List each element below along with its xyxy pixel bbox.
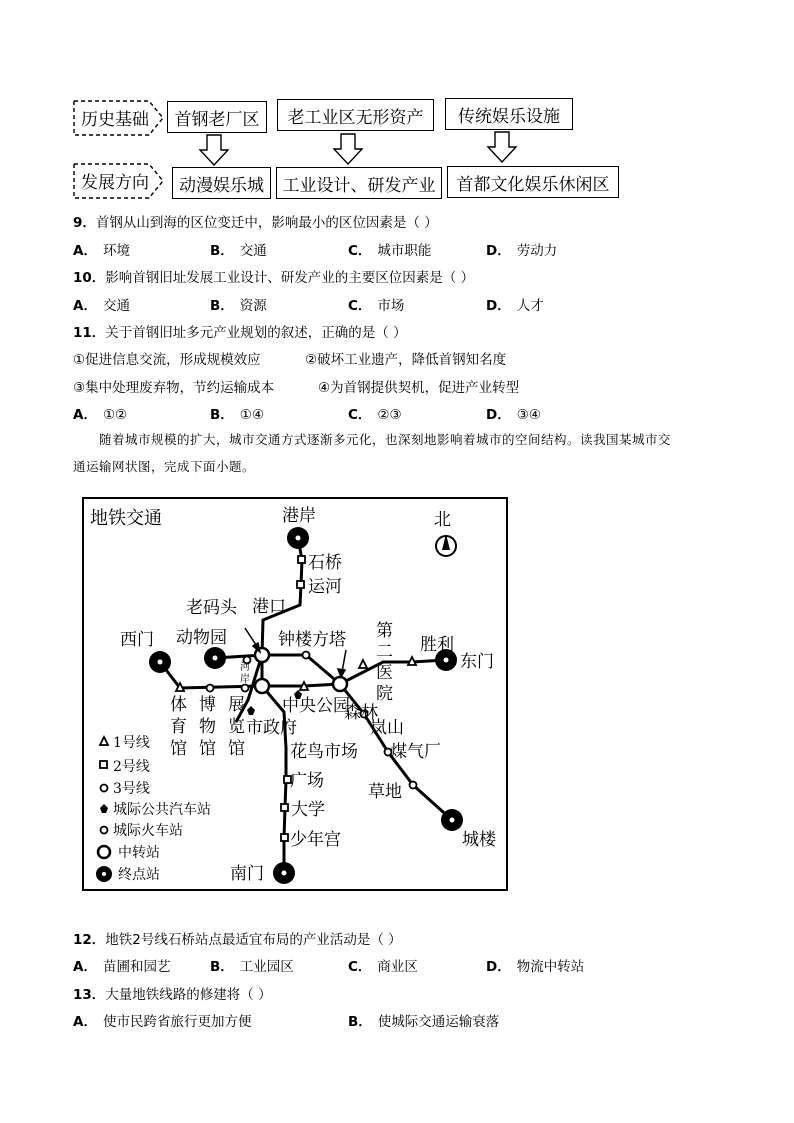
option-10a: A． 交通 — [73, 298, 130, 314]
svg-text:城楼: 城楼 — [462, 830, 496, 850]
statement-1: ①促进信息交流，形成规模效应 — [73, 352, 261, 368]
intro-line-1: 随着城市规模的扩大，城市交通方式逐渐多元化，也深刻地影响着城市的空间结构。读我国某城市交 — [99, 432, 672, 447]
statement-4: ④为首钢提供契机，促进产业转型 — [318, 380, 520, 396]
option-11a: A． ①② — [73, 407, 128, 423]
subway-map — [82, 497, 510, 891]
station-label-tiyuguan: 体育馆 — [170, 695, 187, 759]
down-arrow-icon — [332, 133, 364, 165]
bottom-box-3: 首都文化娱乐休闲区 — [447, 166, 619, 198]
svg-text:城际火车站: 城际火车站 — [113, 823, 183, 839]
svg-text:森林: 森林 — [344, 703, 378, 723]
row-label-history: 历史基础 — [81, 110, 149, 130]
svg-text:少年宫: 少年宫 — [290, 830, 341, 850]
option-12c: C． 商业区 — [348, 959, 418, 975]
north-label: 北 — [434, 510, 451, 530]
intro-line-2: 通运输网状图，完成下面小题。 — [73, 459, 256, 474]
svg-text:中央公园: 中央公园 — [282, 696, 350, 716]
down-arrow-icon — [486, 131, 518, 163]
svg-text:港岸: 港岸 — [282, 506, 316, 526]
svg-text:大学: 大学 — [291, 800, 325, 820]
svg-text:动物园: 动物园 — [176, 628, 227, 648]
option-9a: A． 环境 — [73, 243, 130, 259]
station-label-di2yiyuan: 第二医院 — [376, 621, 393, 704]
svg-text:钟楼方塔: 钟楼方塔 — [278, 630, 346, 650]
svg-text:东门: 东门 — [460, 652, 494, 672]
svg-text:运河: 运河 — [308, 577, 342, 597]
top-box-2: 老工业区无形资产 — [277, 99, 434, 131]
svg-text:终点站: 终点站 — [118, 867, 160, 883]
svg-text:城际公共汽车站: 城际公共汽车站 — [113, 802, 211, 818]
svg-text:岚山: 岚山 — [370, 718, 404, 738]
question-11: 11．关于首钢旧址多元产业规划的叙述，正确的是（ ） — [73, 325, 407, 341]
option-10d: D． 人才 — [486, 298, 544, 314]
svg-text:煤气厂: 煤气厂 — [390, 742, 441, 762]
question-10: 10．影响首钢旧址发展工业设计、研发产业的主要区位因素是（ ） — [73, 270, 475, 286]
bottom-box-1: 动漫娱乐城 — [172, 167, 271, 199]
svg-text:1号线: 1号线 — [113, 735, 150, 751]
option-12b: B． 工业园区 — [210, 959, 294, 975]
svg-text:西门: 西门 — [120, 630, 154, 650]
option-13b: B． 使城际交通运输衰落 — [348, 1014, 500, 1030]
bottom-box-2: 工业设计、研发产业 — [276, 167, 442, 199]
option-9b: B． 交通 — [210, 243, 267, 259]
svg-text:南门: 南门 — [230, 864, 264, 884]
svg-text:3号线: 3号线 — [113, 781, 150, 797]
option-11b: B． ①④ — [210, 407, 265, 423]
top-box-3: 传统娱乐设施 — [445, 98, 573, 130]
down-arrow-icon — [198, 134, 230, 166]
svg-text:港口: 港口 — [252, 597, 286, 617]
svg-text:2号线: 2号线 — [113, 759, 150, 775]
statement-2: ②破坏工业遗产，降低首钢知名度 — [305, 352, 507, 368]
option-12a: A． 苗圃和园艺 — [73, 959, 171, 975]
top-box-1: 首钢老厂区 — [167, 101, 267, 133]
map-title: 地铁交通 — [90, 508, 162, 529]
option-11c: C． ②③ — [348, 407, 402, 423]
option-13a: A． 使市民跨省旅行更加方便 — [73, 1014, 252, 1030]
row-label-shape — [73, 163, 165, 199]
station-label-shizhengfu: 市政府 — [246, 718, 297, 738]
option-10c: C． 市场 — [348, 298, 405, 314]
svg-text:中转站: 中转站 — [118, 845, 160, 861]
svg-text:广场: 广场 — [290, 771, 324, 791]
option-9d: D． 劳动力 — [486, 243, 558, 259]
svg-text:石桥: 石桥 — [308, 553, 342, 573]
option-10b: B． 资源 — [210, 298, 267, 314]
option-11d: D． ③④ — [486, 407, 541, 423]
row-label-shape — [73, 100, 165, 136]
question-13: 13．大量地铁线路的修建将（ ） — [73, 987, 272, 1003]
question-9: 9．首钢从山到海的区位变迁中，影响最小的区位因素是（ ） — [73, 215, 438, 231]
row-label-direction: 发展方向 — [81, 173, 149, 193]
intro-paragraph — [73, 426, 723, 480]
svg-text:花鸟市场: 花鸟市场 — [290, 742, 358, 762]
option-12d: D． 物流中转站 — [486, 959, 585, 975]
svg-text:草地: 草地 — [368, 782, 402, 802]
station-label-zhanlanguan: 展览馆 — [228, 695, 245, 759]
option-9c: C． 城市职能 — [348, 243, 432, 259]
svg-text:老码头: 老码头 — [186, 598, 237, 618]
station-label-hean: 河岸 — [240, 662, 250, 685]
statement-3: ③集中处理废弃物，节约运输成本 — [73, 380, 275, 396]
svg-text:胜利: 胜利 — [420, 635, 454, 655]
question-12: 12．地铁2号线石桥站点最适宜布局的产业活动是（ ） — [73, 932, 402, 948]
station-label-bowuguan: 博物馆 — [199, 695, 216, 759]
